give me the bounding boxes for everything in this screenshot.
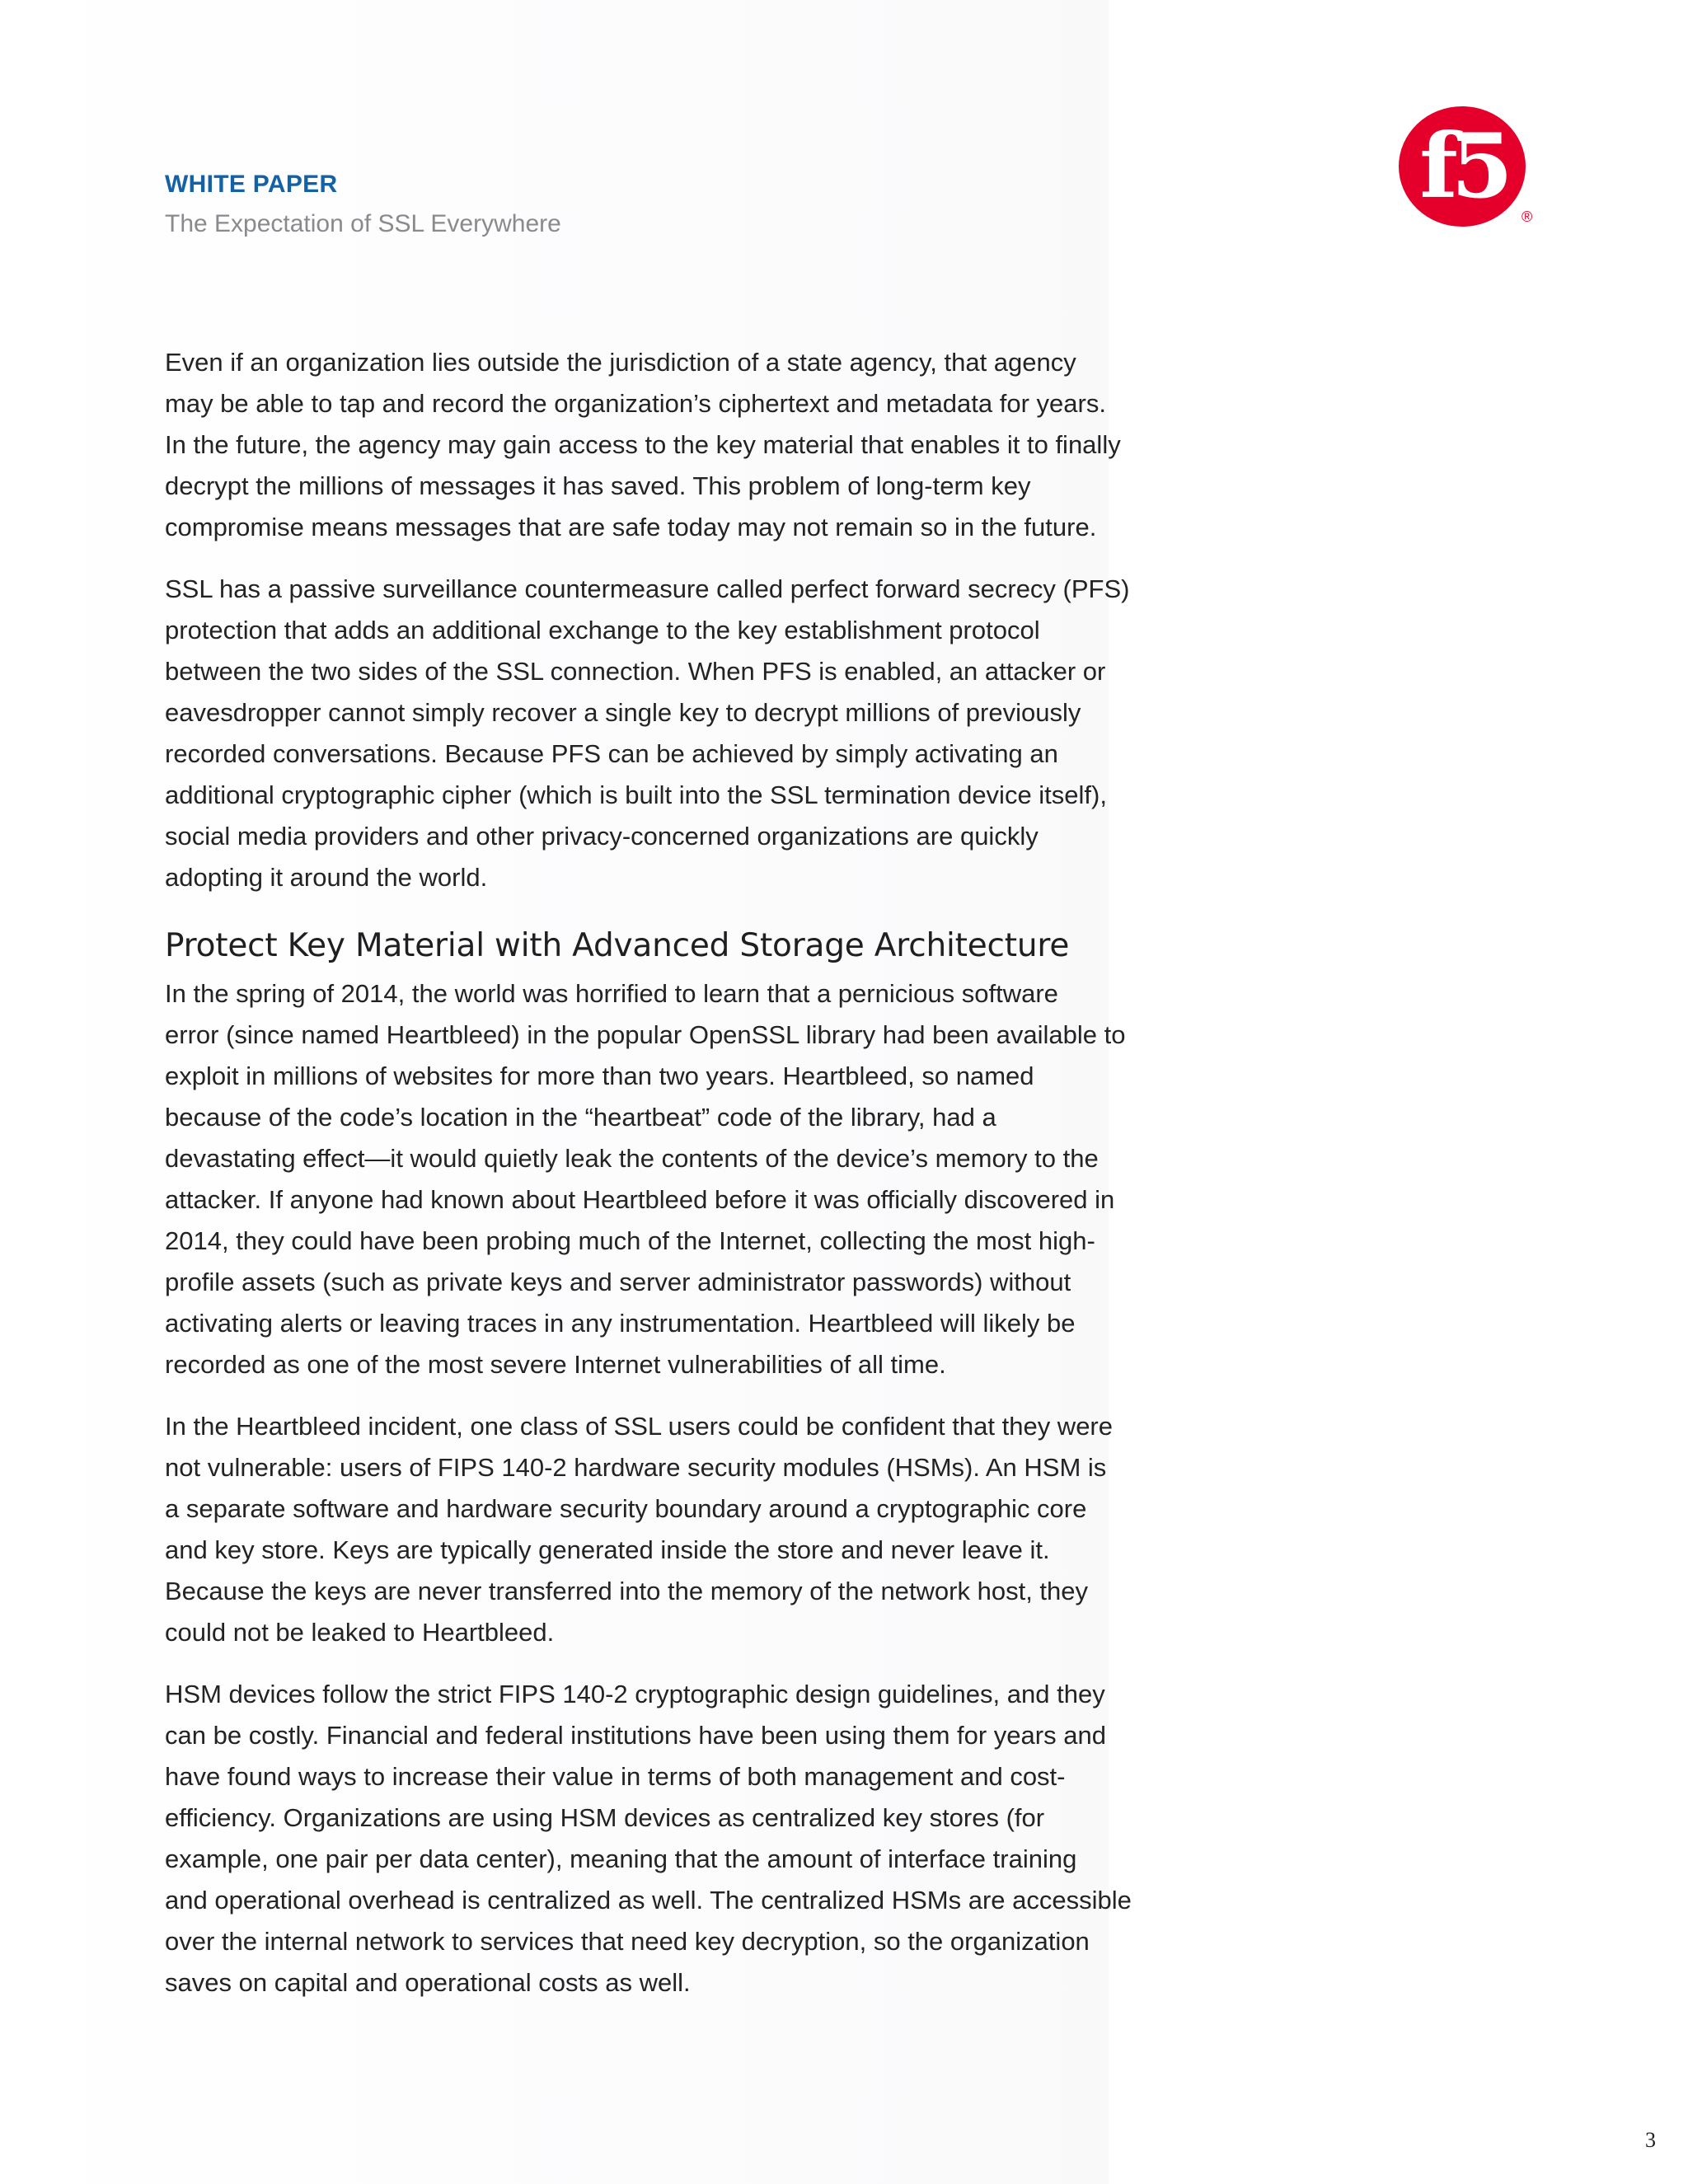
page-number: 3: [1645, 2128, 1656, 2152]
text-line: social media providers and other privacy-concerned organizations are quickly: [165, 822, 1039, 851]
document-title: The Expectation of SSL Everywhere: [165, 210, 561, 237]
paragraph-3: [165, 973, 1126, 1385]
text-line: may be able to tap and record the organization’s ciphertext and metadata for years.: [165, 389, 1106, 418]
text-line: Because the keys are never transferred into the memory of the network host, they: [165, 1577, 1089, 1605]
text-line: recorded conversations. Because PFS can be achieved by simply activating an: [165, 739, 1058, 768]
text-line: eavesdropper cannot simply recover a single key to decrypt millions of previously: [165, 698, 1081, 727]
text-line: protection that adds an additional exchange to the key establishment protocol: [165, 616, 1040, 644]
text-line: decrypt the millions of messages it has saved. This problem of long-term key: [165, 471, 1031, 500]
text-line: and operational overhead is centralized as well. The centralized HSMs are accessible: [165, 1886, 1132, 1915]
text-line: could not be leaked to Heartbleed.: [165, 1618, 555, 1647]
text-line: between the two sides of the SSL connection. When PFS is enabled, an attacker or: [165, 657, 1106, 686]
section-heading: Protect Key Material with Advanced Storage Architecture: [165, 927, 1070, 964]
registered-mark: ®: [1522, 209, 1533, 225]
f5-logo: [1397, 105, 1527, 228]
text-line: and key store. Keys are typically generated inside the store and never leave it.: [165, 1535, 1050, 1564]
text-line: 2014, they could have been probing much of the Internet, collecting the most high-: [165, 1226, 1095, 1255]
text-line: over the internal network to services that need key decryption, so the organization: [165, 1927, 1090, 1956]
logo-mark-text: f5: [1419, 115, 1507, 218]
text-line: have found ways to increase their value in terms of both management and cost-: [165, 1762, 1066, 1791]
document-header: [165, 165, 561, 244]
text-line: example, one pair per data center), meaning that the amount of interface training: [165, 1844, 1077, 1873]
text-line: recorded as one of the most severe Internet vulnerabilities of all time.: [165, 1350, 946, 1379]
document-type-label: WHITE PAPER: [165, 171, 338, 198]
text-line: attacker. If anyone had known about Heartbleed before it was officially discovered in: [165, 1185, 1115, 1214]
paragraph-4: [165, 1406, 1121, 1653]
text-line: HSM devices follow the strict FIPS 140-2 cryptographic design guidelines, and they: [165, 1680, 1105, 1708]
text-line: In the spring of 2014, the world was horrified to learn that a pernicious software: [165, 979, 1058, 1008]
text-line: SSL has a passive surveillance countermeasure called perfect forward secrecy (PFS): [165, 574, 1130, 603]
paragraph-2: [165, 569, 1130, 898]
paragraph-5: [165, 1674, 1132, 2004]
text-line: activating alerts or leaving traces in any instrumentation. Heartbleed will likely be: [165, 1309, 1076, 1338]
f5-logo-icon: [1397, 105, 1527, 228]
text-line: efficiency. Organizations are using HSM devices as centralized key stores (for: [165, 1803, 1045, 1832]
text-line: additional cryptographic cipher (which is built into the SSL termination device itself),: [165, 780, 1107, 809]
text-line: because of the code’s location in the “heartbeat” code of the library, had a: [165, 1103, 996, 1132]
text-line: can be costly. Financial and federal institutions have been using them for years and: [165, 1721, 1106, 1750]
text-line: In the Heartbleed incident, one class of SSL users could be confident that they were: [165, 1412, 1113, 1441]
text-line: compromise means messages that are safe today may not remain so in the future.: [165, 513, 1097, 541]
text-line: Even if an organization lies outside the jurisdiction of a state agency, that agency: [165, 348, 1076, 377]
main-content: [165, 342, 1132, 2024]
text-line: not vulnerable: users of FIPS 140-2 hardware security modules (HSMs). An HSM is: [165, 1453, 1107, 1482]
text-line: exploit in millions of websites for more than two years. Heartbleed, so named: [165, 1062, 1034, 1090]
text-line: devastating effect—it would quietly leak the contents of the device’s memory to the: [165, 1144, 1099, 1173]
paragraph-1: [165, 342, 1121, 548]
text-line: profile assets (such as private keys and server administrator passwords) without: [165, 1268, 1071, 1296]
text-line: a separate software and hardware security boundary around a cryptographic core: [165, 1494, 1087, 1523]
text-line: In the future, the agency may gain access to the key material that enables it to finally: [165, 430, 1121, 459]
text-line: error (since named Heartbleed) in the popular OpenSSL library had been available to: [165, 1020, 1126, 1049]
text-line: adopting it around the world.: [165, 863, 488, 892]
text-line: saves on capital and operational costs as well.: [165, 1968, 691, 1997]
